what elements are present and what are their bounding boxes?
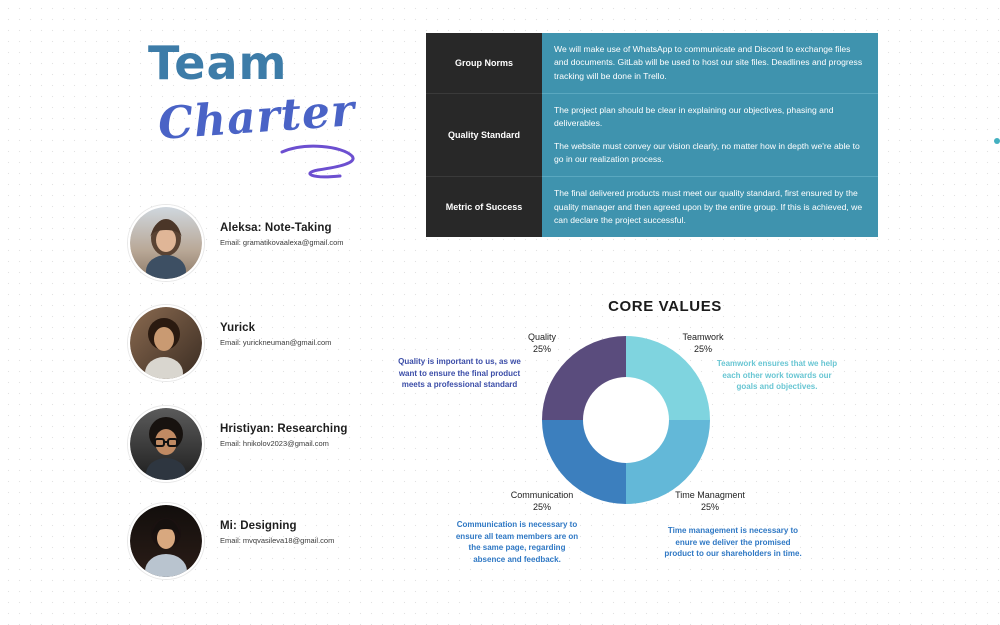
- member-email: Email: hnikolov2023@gmail.com: [220, 439, 329, 448]
- underline-swoosh-icon: [280, 140, 360, 185]
- slice-label-quality: [512, 331, 572, 355]
- accent-dot-icon: [994, 138, 1000, 144]
- member-info: [220, 520, 410, 545]
- member-card: [128, 305, 368, 379]
- slice-name: Communication: [510, 490, 574, 500]
- note-time-management: Time management is necessary to enure we deliver the promised product to our shareholders in time.: [664, 526, 802, 559]
- slice-label-communication: [492, 489, 592, 513]
- avatar: [128, 205, 204, 281]
- note-communication: Communication is necessary to ensure all team members are on the same page, regarding absence and feedback.: [455, 520, 579, 564]
- title-block: [140, 30, 400, 170]
- core-values-title: CORE VALUES: [608, 298, 722, 315]
- member-card: [128, 503, 368, 577]
- row-paragraph: The project plan should be clear in explaining our objectives, phasing and deliverables.: [554, 104, 834, 129]
- member-name: Hristiyan: Researching: [220, 423, 348, 435]
- slice-label-time-management: [660, 489, 760, 513]
- table-row: [426, 177, 878, 237]
- slice-percent: 25%: [693, 344, 712, 355]
- member-email: Email: mvqvasileva18@gmail.com: [220, 536, 335, 545]
- slice-label-teamwork: [668, 331, 738, 355]
- note-teamwork: Teamwork ensures that we help each other work towards our goals and objectives.: [716, 359, 838, 392]
- member-card: [128, 205, 368, 279]
- member-card: [128, 406, 368, 480]
- avatar: [128, 305, 204, 381]
- page-title-charter: Charter: [156, 85, 357, 150]
- row-label: Metric of Success: [426, 177, 542, 237]
- core-values-donut-chart: [536, 330, 716, 510]
- row-label: Quality Standard: [426, 93, 542, 176]
- row-paragraph: The final delivered products must meet our quality standard, first ensured by the quality manager and then agreed upon by the entire group. If this is achieved, we can declare the project successful.: [554, 188, 863, 225]
- member-info: [220, 222, 410, 247]
- avatar: [128, 406, 204, 482]
- note-quality: Quality is important to us, as we want to ensure the final product meets a professional standard: [398, 357, 521, 390]
- row-paragraph: We will make use of WhatsApp to communicate and Discord to exchange files and documents. GitLab will be used to host our site files. Deadlines and progress tracking will be done in Trello.: [554, 44, 863, 81]
- table-row: [426, 93, 878, 176]
- slice-percent: 25%: [532, 502, 551, 513]
- row-value: [542, 33, 878, 93]
- row-value: [542, 93, 878, 176]
- avatar: [128, 503, 204, 579]
- row-value: [542, 177, 878, 237]
- slice-name: Quality: [527, 332, 556, 342]
- slice-percent: 25%: [700, 502, 719, 513]
- member-name: Yurick: [220, 322, 256, 334]
- member-info: [220, 423, 410, 448]
- slice-name: Time Managment: [675, 490, 745, 500]
- member-email: Email: gramatikovaalexa@gmail.com: [220, 238, 344, 247]
- charter-table: [426, 33, 878, 237]
- member-name: Mi: Designing: [220, 520, 297, 532]
- row-label: Group Norms: [426, 33, 542, 93]
- row-paragraph: The website must convey our vision clearly, no matter how in depth we're able to go in our realization process.: [554, 140, 860, 164]
- table-row: [426, 33, 878, 93]
- member-name: Aleksa: Note-Taking: [220, 222, 332, 234]
- member-email: Email: yurickneuman@gmail.com: [220, 338, 332, 347]
- slice-name: Teamwork: [682, 332, 724, 342]
- page-title-team: Team: [148, 36, 288, 90]
- slice-percent: 25%: [532, 344, 551, 355]
- member-info: [220, 322, 410, 347]
